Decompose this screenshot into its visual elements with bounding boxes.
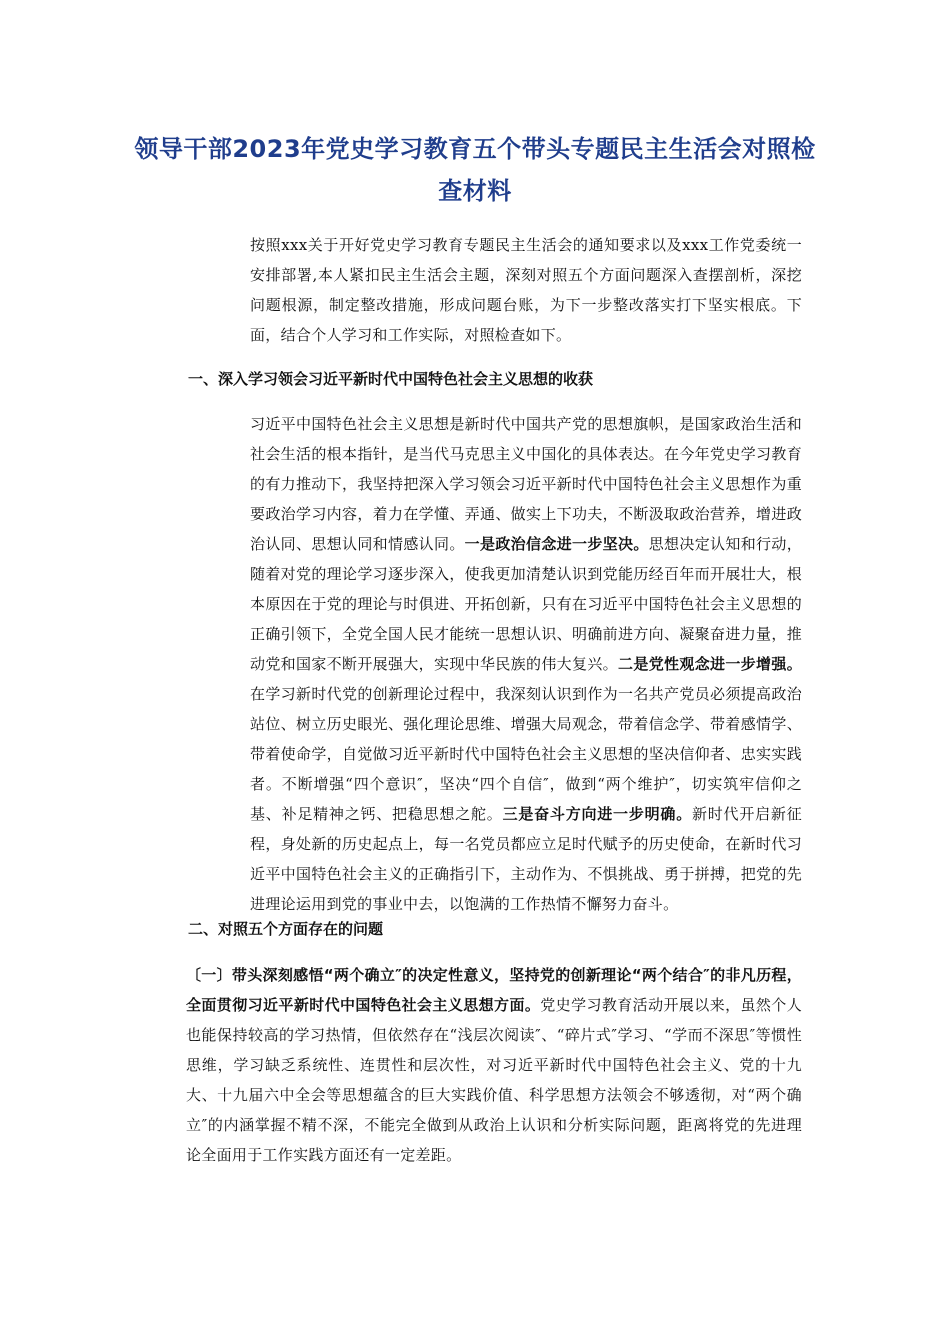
section1-bold-1: 一是政治信念进一步坚决。 — [464, 535, 649, 553]
section2-heading: 二、对照五个方面存在的问题 — [188, 920, 384, 938]
intro-text: 按照xxx关于开好党史学习教育专题民主生活会的通知要求以及xxx工作党委统一安排部署,本人紧扣民主生活会主题，深刻对照五个方面问题深入查摆剖析，深挖问题根源，制定整改措施，形成问题台账，为下一步整改落实打下坚实根底。下面，结合个人学习和工作实际，对照检查如下。 — [250, 236, 802, 344]
section1-text-d: 新时代开启新征程，身处新的历史起点上，每一名党员都应立足时代赋予的历史使命，在新时代习近平中国特色社会主义的正确指引下，主动作为、不惧挑战、勇于拼搏，把党的先进理论运用到党的事业中去，以饱满的工作热情不懈努力奋斗。 — [250, 805, 802, 913]
section2-sub1-bold: 〔一〕带头深刻感悟“两个确立″的决定性意义，坚持党的创新理论“两个结合″的非凡历程，全面贯彻习近平新时代中国特色社会主义思想方面。 — [186, 966, 802, 1014]
section1-heading: 一、深入学习领会习近平新时代中国特色社会主义思想的收获 — [188, 370, 594, 388]
section1-bold-2: 二是党性观念进一步增强。 — [618, 655, 803, 673]
section1-content — [146, 409, 802, 919]
section2-sub1-content — [146, 960, 802, 1170]
section1-text-b: 思想决定认知和行动，随着对党的理论学习逐步深入，使我更加清楚认识到党能历经百年而开展壮大，根本原因在于党的理论与时俱进、开拓创新，只有在习近平中国特色社会主义思想的正确引领下，全党全国人民才能统一思想认识、明确前进方向、凝聚奋进力量，推动党和国家不断开展强大，实现中华民族的伟大复兴。 — [250, 535, 802, 673]
section1-paragraph — [146, 409, 802, 919]
section1-text-c: 在学习新时代党的创新理论过程中，我深刻认识到作为一名共产党员必须提高政治站位、树立历史眼光、强化理论思维、增强大局观念，带着信念学、带着感情学、带着使命学，自觉做习近平新时代中国特色社会主义思想的坚决信仰者、忠实实践者。不断增强“四个意识″，坚决“四个自信″，做到“两个维护″，切实筑牢信仰之基、补足精神之钙、把稳思想之舵。 — [250, 685, 802, 823]
section1-bold-3: 三是奋斗方向进一步明确。 — [502, 805, 692, 823]
intro-paragraph — [146, 230, 802, 350]
section2-sub1-paragraph — [146, 960, 802, 1170]
document-title: 领导干部2023年党史学习教育五个带头专题民主生活会对照检查材料 — [134, 135, 816, 205]
section2-sub1-text: 党史学习教育活动开展以来，虽然个人也能保持较高的学习热情，但依然存在“浅层次阅读″、“碎片式″学习、“学而不深思″等惯性思维，学习缺乏系统性、连贯性和层次性，对习近平新时代中国特色社会主义、党的十九大、十九届六中全会等思想蕴含的巨大实践价值、科学思想方法领会不够透彻，对“两个确立″的内涵掌握不精不深，不能完全做到从政治上认识和分析实际问题，距离将党的先进理论全面用于工作实践方面还有一定差距。 — [186, 996, 803, 1164]
section1-text-a: 习近平中国特色社会主义思想是新时代中国共产党的思想旗帜，是国家政治生活和社会生活的根本指针，是当代马克思主义中国化的具体表达。在今年党史学习教育的有力推动下，我坚持把深入学习领会习近平新时代中国特色社会主义思想作为重要政治学习内容，着力在学懂、弄通、做实上下功夫，不断汲取政治营养，增进政治认同、思想认同和情感认同。 — [250, 415, 802, 553]
